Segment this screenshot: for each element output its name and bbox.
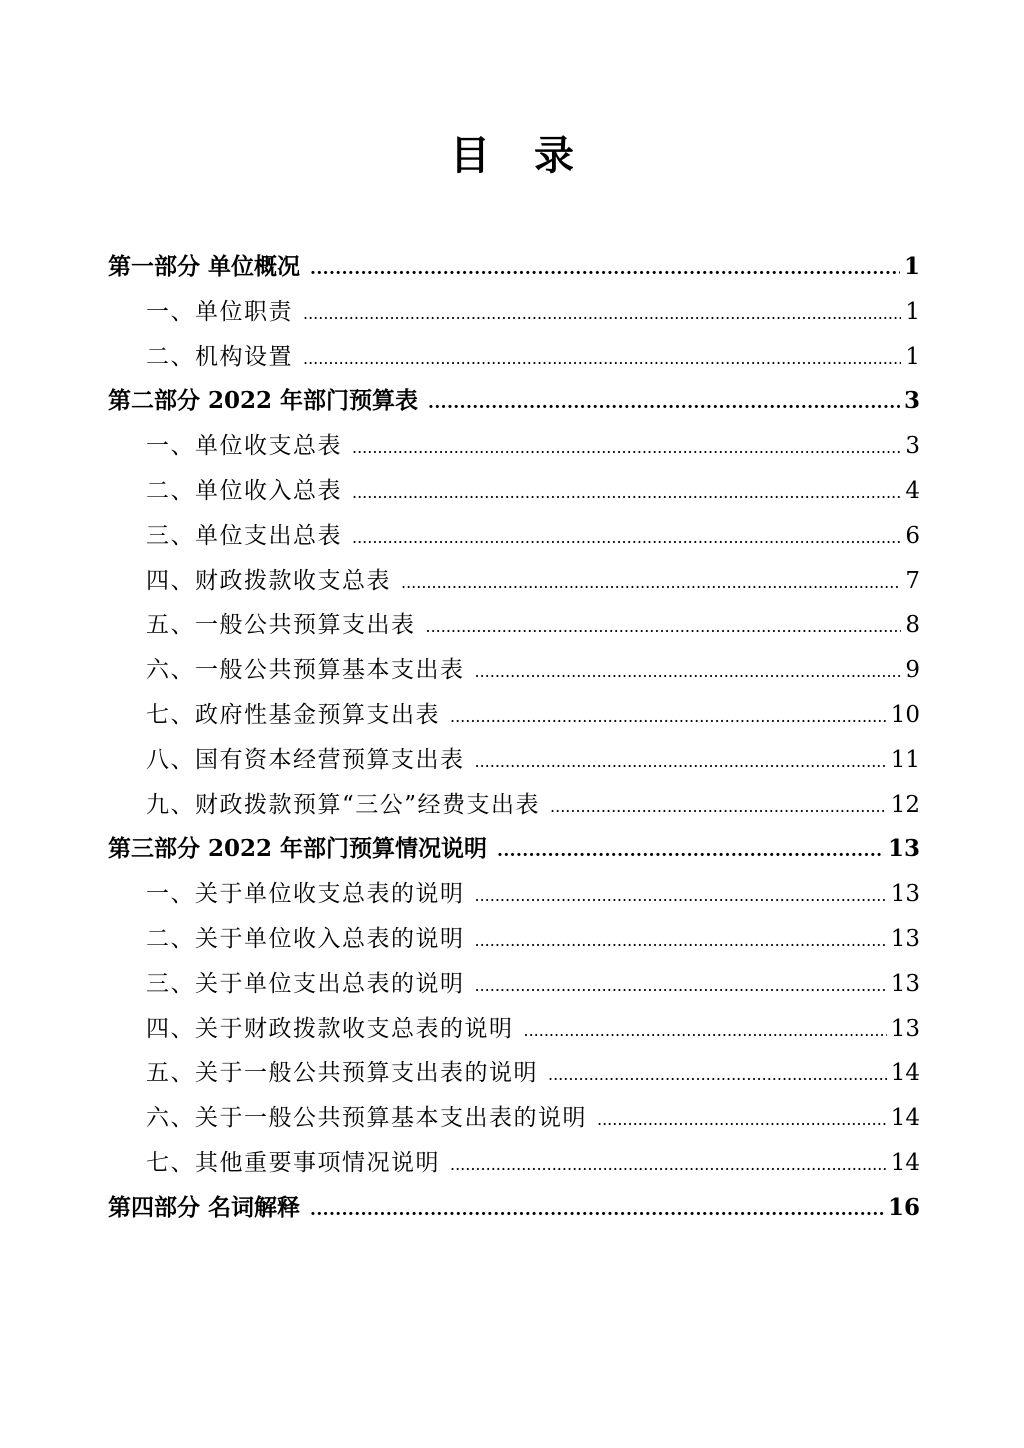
toc-entry[interactable] <box>108 1051 920 1096</box>
toc-entry-label: 一、单位收支总表 <box>146 433 342 460</box>
toc-entry-page: 1 <box>903 253 920 280</box>
toc-entry[interactable] <box>108 424 920 469</box>
toc-entry[interactable] <box>108 469 920 514</box>
toc-leader-dots <box>352 514 901 561</box>
toc-leader-dots <box>426 603 902 650</box>
toc-entry-page: 12 <box>890 791 920 818</box>
toc-entry-label: 三、关于单位支出总表的说明 <box>146 970 465 997</box>
toc-leader-dots <box>475 872 887 919</box>
toc-entry-label: 二、关于单位收入总表的说明 <box>146 925 465 952</box>
toc-entry-label: 一、单位职责 <box>146 298 293 325</box>
toc-leader-dots <box>303 290 901 337</box>
toc-entry-page: 13 <box>890 925 920 952</box>
toc-entry-page: 13 <box>890 881 920 908</box>
toc-leader-dots <box>524 1007 887 1054</box>
toc-entry-page: 6 <box>905 522 920 549</box>
toc-entry[interactable] <box>108 603 920 648</box>
toc-entry-label: 二、单位收入总表 <box>146 477 342 504</box>
toc-entry-label: 七、其他重要事项情况说明 <box>146 1149 440 1176</box>
toc-entry[interactable] <box>108 1186 920 1231</box>
toc-entry-label: 第一部分 单位概况 <box>108 253 301 280</box>
toc-leader-dots <box>548 1051 887 1098</box>
toc-entry[interactable] <box>108 872 920 917</box>
toc-leader-dots <box>597 1096 887 1143</box>
toc-leader-dots <box>450 1141 887 1188</box>
toc-leader-dots <box>303 335 901 382</box>
toc-entry[interactable] <box>108 1141 920 1186</box>
toc-entry-page: 9 <box>905 657 920 684</box>
toc-entry-label: 二、机构设置 <box>146 343 293 370</box>
toc-entry[interactable] <box>108 335 920 380</box>
toc-entry-page: 1 <box>905 298 920 325</box>
toc-leader-dots <box>310 245 900 292</box>
toc-entry-label: 六、关于一般公共预算基本支出表的说明 <box>146 1105 587 1132</box>
toc-entry[interactable] <box>108 827 920 872</box>
toc-leader-dots <box>352 424 901 471</box>
toc-entry-label: 一、关于单位收支总表的说明 <box>146 881 465 908</box>
toc-entry-page: 13 <box>890 1015 920 1042</box>
toc-entry[interactable] <box>108 559 920 604</box>
toc-leader-dots <box>550 783 887 830</box>
toc-entry[interactable] <box>108 1096 920 1141</box>
toc-entry-label: 三、单位支出总表 <box>146 522 342 549</box>
table-of-contents <box>108 245 920 1231</box>
toc-entry-label: 四、关于财政拨款收支总表的说明 <box>146 1015 514 1042</box>
toc-entry[interactable] <box>108 738 920 783</box>
toc-entry-page: 14 <box>890 1105 920 1132</box>
toc-entry-page: 7 <box>905 567 920 594</box>
toc-entry[interactable] <box>108 245 920 290</box>
toc-leader-dots <box>497 827 884 874</box>
page-title: 目录 <box>450 132 618 179</box>
toc-leader-dots <box>352 469 901 516</box>
toc-entry-label: 四、财政拨款收支总表 <box>146 567 391 594</box>
toc-entry-label: 八、国有资本经营预算支出表 <box>146 746 465 773</box>
toc-entry-page: 10 <box>890 701 920 728</box>
toc-entry[interactable] <box>108 379 920 424</box>
toc-leader-dots <box>310 1186 884 1233</box>
toc-entry[interactable] <box>108 962 920 1007</box>
toc-entry-label: 九、财政拨款预算“三公”经费支出表 <box>146 791 541 818</box>
toc-entry-label: 七、政府性基金预算支出表 <box>146 701 440 728</box>
toc-entry-label: 六、一般公共预算基本支出表 <box>146 657 465 684</box>
toc-entry[interactable] <box>108 783 920 828</box>
toc-entry-label: 第二部分 2022 年部门预算表 <box>108 387 419 415</box>
toc-entry-page: 11 <box>890 746 920 773</box>
toc-entry-page: 3 <box>903 387 920 415</box>
toc-entry-page: 4 <box>905 477 920 504</box>
toc-entry-label: 第三部分 2022 年部门预算情况说明 <box>108 835 488 863</box>
toc-entry[interactable] <box>108 1007 920 1052</box>
toc-entry[interactable] <box>108 648 920 693</box>
toc-leader-dots <box>475 962 887 1009</box>
toc-entry-page: 3 <box>905 433 920 460</box>
toc-entry-page: 13 <box>887 835 920 863</box>
toc-leader-dots <box>428 379 900 426</box>
toc-entry-label: 五、一般公共预算支出表 <box>146 612 416 639</box>
toc-leader-dots <box>401 559 901 606</box>
toc-entry[interactable] <box>108 514 920 559</box>
toc-entry-page: 8 <box>905 612 920 639</box>
toc-entry-page: 14 <box>890 1060 920 1087</box>
toc-entry-page: 16 <box>887 1193 920 1221</box>
toc-entry-label: 第四部分 名词解释 <box>108 1193 301 1221</box>
toc-leader-dots <box>475 917 887 964</box>
toc-leader-dots <box>450 693 887 740</box>
toc-entry-page: 13 <box>890 970 920 997</box>
toc-entry-page: 1 <box>905 343 920 370</box>
toc-leader-dots <box>475 648 902 695</box>
toc-entry[interactable] <box>108 917 920 962</box>
toc-leader-dots <box>475 738 887 785</box>
toc-entry[interactable] <box>108 290 920 335</box>
toc-entry[interactable] <box>108 693 920 738</box>
toc-entry-label: 五、关于一般公共预算支出表的说明 <box>146 1060 538 1087</box>
toc-entry-page: 14 <box>890 1149 920 1176</box>
